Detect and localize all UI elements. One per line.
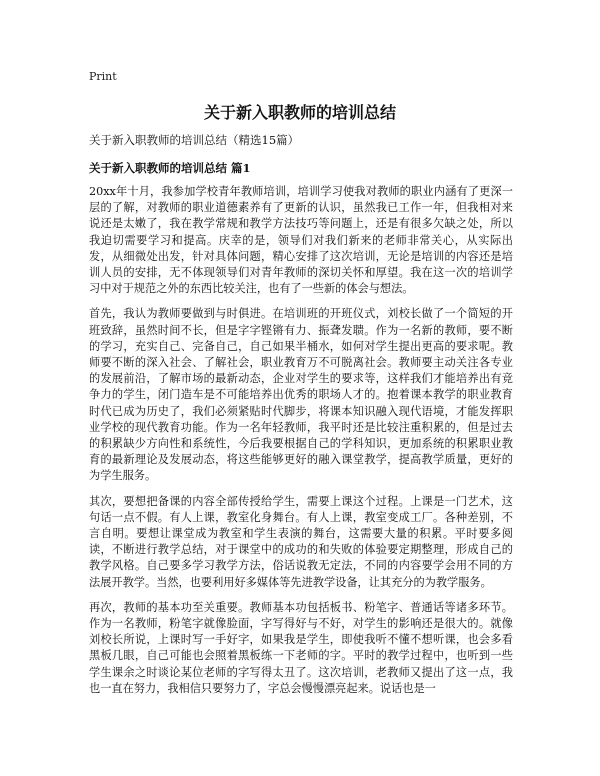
document-body [89, 184, 513, 706]
document-subtitle: 关于新入职教师的培训总结（精选15篇） [89, 133, 300, 147]
paragraph: 首先，我认为教师要做到与时俱进。在培训班的开班仪式，刘校长做了一个简短的开班致辞，虽然时间不长，但是字字铿锵有力、振聋发聩。作为一名新的教师，要不断的学习，充实自己、完备自己，自己如果半桶水，如何对学生提出更高的要求呢。教师要不断的深入社会、了解社会，职业教育万不可脱离社会。教师要主动关注各专业的发展前沿，了解市场的最新动态，企业对学生的要求等，这样我们才能培养出有竞争力的学生，闭门造车是不可能培养出优秀的职场人才的。抱着课本教学的职业教育时代已成为历史了，我们必须紧贴时代脚步，将课本知识融入现代语境，才能发挥职业学校的现代教育功能。作为一名年轻教师，我平时还是比较注重积累的，但是过去的积累缺少方向性和系统性，今后我要根据自己的学科知识，更加系统的积累职业教育的最新理论及发展动态，将这些能够更好的融入课堂教学，提高教学质量，更好的为学生服务。 [89, 307, 513, 483]
document-title: 关于新入职教师的培训总结 [203, 103, 396, 122]
section-heading: 关于新入职教师的培训总结 篇1 [89, 161, 251, 175]
paragraph: 20xx年十月，我参加学校青年教师培训，培训学习使我对教师的职业内涵有了更深一层的了解，对教师的职业道德素养有了更新的认识，虽然我已工作一年，但我相对来说还是太嫩了，我在教学常规和教学方法技巧等问题上，还是有很多欠缺之处，所以我迫切需要学习和提高。庆幸的是，领导们对我们新来的老师非常关心，从实际出发，从细微处出发，针对具体问题，精心安排了这次培训，无论是培训的内容还是培训人员的安排，无不体现领导们对青年教师的深切关怀和厚望。我在这一次的培训学习中对于规范之外的东西比较关注，也有了一些新的体会与想法。 [89, 185, 513, 296]
paragraph: 其次，要想把备课的内容全部传授给学生，需要上课这个过程。上课是一门艺术，这句话一点不假。有人上课，教室化身舞台。有人上课，教室变成工厂。各种差别，不言自明。要想让课堂成为教室和学生表演的舞台，这需要大量的积累。平时要多阅读，不断进行教学总结，对于课堂中的成功的和失败的体验要定期整理，形成自己的教学风格。自己要多学习教学方法，俗话说教无定法，不同的内容要学会用不同的方法展开教学。当然，也要利用好多媒体等先进教学设备，让其充分的为教学服务。 [89, 494, 513, 589]
paragraph: 再次，教师的基本功至关重要。教师基本功包括板书、粉笔字、普通话等诸多环节。作为一名教师，粉笔字就像脸面，字写得好与不好，对学生的影响还是很大的。就像刘校长所说，上课时写一手好字，如果我是学生，即使我听不懂不想听课，也会多看黑板几眼，自己可能也会照着黑板练一下老师的字。平时的教学过程中，也听到一些学生课余之时谈论某位老师的字写得太丑了。这次培训，老教师又提出了这一点，我也一直在努力，我相信只要努力了，字总会慢慢漂亮起来。说话也是一 [89, 600, 513, 695]
print-label: Print [89, 70, 117, 83]
